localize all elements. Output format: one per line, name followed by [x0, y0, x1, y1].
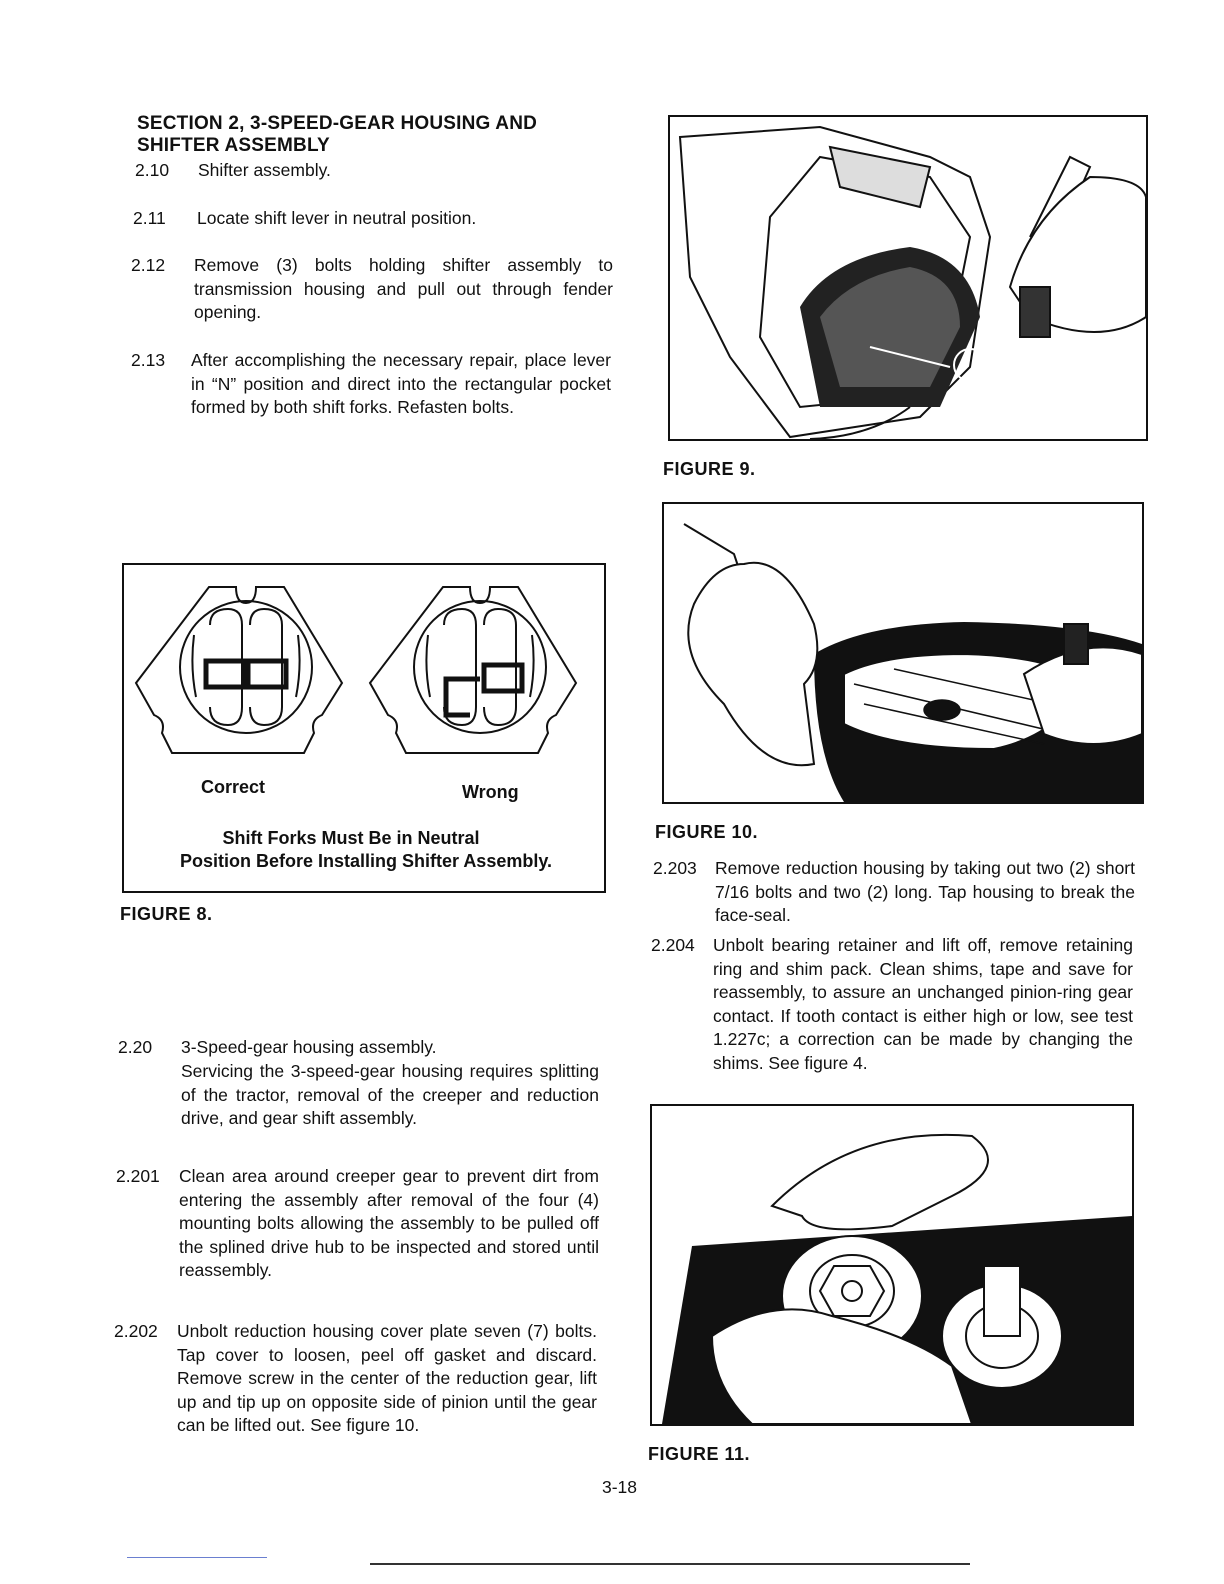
item-text: Remove (3) bolts holding shifter assembly to transmission housing and pull out through fender opening.: [194, 255, 613, 322]
item-subtext: Servicing the 3-speed-gear housing requires splitting of the tractor, removal of the creeper and reduction drive, and gear shift assembly.: [181, 1061, 599, 1128]
item-text: Remove reduction housing by taking out two (2) short 7/16 bolts and two (2) long. Tap housing to break the face-seal.: [715, 858, 1135, 925]
correct-plate-illustration: [136, 587, 342, 753]
item-text: 3-Speed-gear housing assembly.: [181, 1037, 437, 1057]
figure-8-note: [124, 827, 606, 873]
shift-fork-diagram: [124, 565, 604, 775]
item-number: 2.20: [118, 1037, 153, 1057]
figure-10-caption: FIGURE 10.: [655, 822, 759, 842]
item-number: 2.204: [651, 935, 695, 955]
list-item: [118, 1036, 608, 1128]
list-item: [131, 349, 615, 445]
list-item: [116, 1165, 606, 1285]
item-text: Shifter assembly.: [198, 160, 331, 180]
list-item: [131, 254, 615, 328]
list-item: [651, 934, 1143, 1094]
scan-line-right: [370, 1563, 970, 1565]
item-number: 2.202: [114, 1321, 158, 1341]
reduction-gear-illustration: [664, 504, 1142, 802]
item-number: 2.12: [131, 255, 166, 275]
list-item: [135, 159, 615, 185]
list-item: [653, 857, 1143, 927]
note-line-2: Position Before Installing Shifter Assembly.: [179, 851, 553, 871]
item-text: After accomplishing the necessary repair, place lever in “N” position and direct into the rectangular pocket formed by both shift forks. Refasten bolts.: [191, 350, 611, 417]
list-item: [114, 1320, 604, 1460]
list-item: [133, 207, 613, 233]
figure-11-caption: FIGURE 11.: [648, 1444, 751, 1464]
figure-11-photo: [650, 1104, 1134, 1426]
item-text: Locate shift lever in neutral position.: [197, 208, 477, 228]
section-title-line2: SHIFTER ASSEMBLY: [137, 135, 330, 156]
figure-10-photo: [662, 502, 1144, 804]
gear-housing-illustration: [670, 117, 1146, 439]
figure-8-box: [122, 563, 606, 893]
section-title: [137, 113, 597, 157]
item-text: Unbolt bearing retainer and lift off, remove retaining ring and shim pack. Clean shims, tape and save for reassembly, to assure an unchanged pinion-ring gear contact. If tooth contact is either high or low, see test 1.227c; a correction can be made by changing the shims. See figure 4.: [713, 935, 1133, 1073]
bearing-retainer-illustration: [652, 1106, 1132, 1424]
section-title-line1: SECTION 2, 3-SPEED-GEAR HOUSING AND: [137, 113, 538, 134]
wrong-plate-illustration: [370, 587, 576, 753]
page-number: 3-18: [602, 1477, 638, 1497]
note-line-1: Shift Forks Must Be in Neutral: [222, 828, 480, 848]
item-text: Unbolt reduction housing cover plate seven (7) bolts. Tap cover to loosen, peel off gasket and discard. Remove screw in the center of the reduction gear, lift up and tip up on opposite side of pinion until the gear can be lifted out. See figure 10.: [177, 1321, 597, 1435]
item-number: 2.11: [133, 208, 166, 228]
correct-label: Correct: [201, 777, 266, 797]
item-number: 2.201: [116, 1166, 160, 1186]
figure-9-caption: FIGURE 9.: [663, 459, 756, 479]
figure-8-caption: FIGURE 8.: [120, 904, 213, 924]
scan-line-left: [127, 1557, 267, 1558]
wrong-label: Wrong: [462, 782, 519, 802]
item-number: 2.10: [135, 160, 170, 180]
item-number: 2.203: [653, 858, 697, 878]
item-number: 2.13: [131, 350, 166, 370]
figure-9-photo: [668, 115, 1148, 441]
item-text: Clean area around creeper gear to prevent dirt from entering the assembly after removal of the four (4) mounting bolts allowing the assembly to be pulled off the splined drive hub to be inspected and stored until reassembly.: [179, 1166, 599, 1280]
